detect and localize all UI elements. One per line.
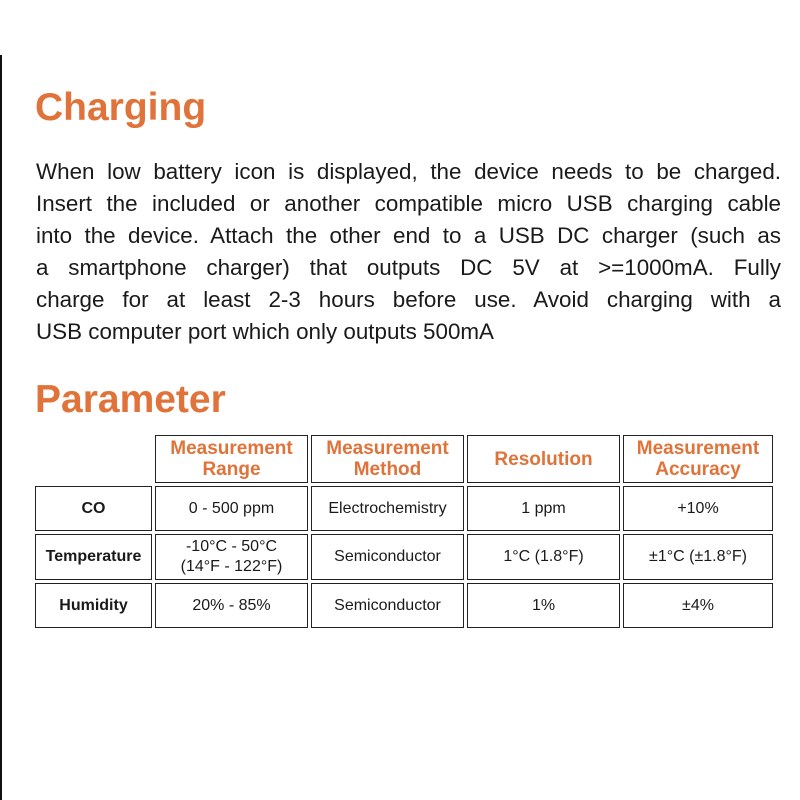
cell-method: Semiconductor xyxy=(311,583,464,628)
cell-range xyxy=(155,486,308,531)
charging-line: a smartphone charger) that outputs DC 5V at >=1000mA. Fully xyxy=(36,255,781,280)
cell-resolution: 1 ppm xyxy=(467,486,620,531)
row-label-co: CO xyxy=(35,486,152,531)
charging-line: into the device. Attach the other end to a USB DC charger (such as xyxy=(36,223,781,248)
parameter-table xyxy=(32,432,776,631)
header-corner-blank xyxy=(35,435,152,483)
row-label-humidity: Humidity xyxy=(35,583,152,628)
header-text: Measurement xyxy=(170,438,293,459)
table-row xyxy=(35,534,773,580)
row-label-temperature: Temperature xyxy=(35,534,152,580)
table-row xyxy=(35,486,773,531)
range-text: 0 - 500 ppm xyxy=(188,499,275,517)
charging-line: USB computer port which only outputs 500mA xyxy=(36,319,494,344)
header-measurement-method xyxy=(311,435,464,483)
cell-accuracy: ±4% xyxy=(623,583,773,628)
header-resolution xyxy=(467,435,620,483)
cell-method: Semiconductor xyxy=(311,534,464,580)
range-text: 20% - 85% xyxy=(192,596,271,614)
cell-resolution: 1°C (1.8°F) xyxy=(467,534,620,580)
header-measurement-accuracy xyxy=(623,435,773,483)
cell-method: Electrochemistry xyxy=(311,486,464,531)
header-text: Accuracy xyxy=(655,459,741,480)
table-row xyxy=(35,583,773,628)
parameter-heading: Parameter xyxy=(35,378,226,421)
header-text: Measurement xyxy=(326,438,449,459)
cell-range xyxy=(155,534,308,580)
cell-accuracy: ±1°C (±1.8°F) xyxy=(623,534,773,580)
charging-instructions xyxy=(36,156,781,348)
range-text: -10°C - 50°C xyxy=(185,538,278,555)
header-text: Method xyxy=(353,459,422,480)
header-measurement-range xyxy=(155,435,308,483)
charging-line: When low battery icon is displayed, the device needs to be charged. xyxy=(36,159,781,184)
range-text: (14°F - 122°F) xyxy=(180,558,283,575)
charging-line: Insert the included or another compatible micro USB charging cable xyxy=(36,191,781,216)
cell-resolution: 1% xyxy=(467,583,620,628)
cell-range xyxy=(155,583,308,628)
header-text: Measurement xyxy=(636,438,760,459)
cell-accuracy: +10% xyxy=(623,486,773,531)
header-text: Range xyxy=(202,459,261,480)
left-border-rule xyxy=(0,55,2,800)
charging-line: charge for at least 2-3 hours before use. Avoid charging with a xyxy=(36,287,781,312)
charging-heading: Charging xyxy=(35,86,207,129)
header-text: Resolution xyxy=(494,448,593,470)
table-header-row xyxy=(35,435,773,483)
